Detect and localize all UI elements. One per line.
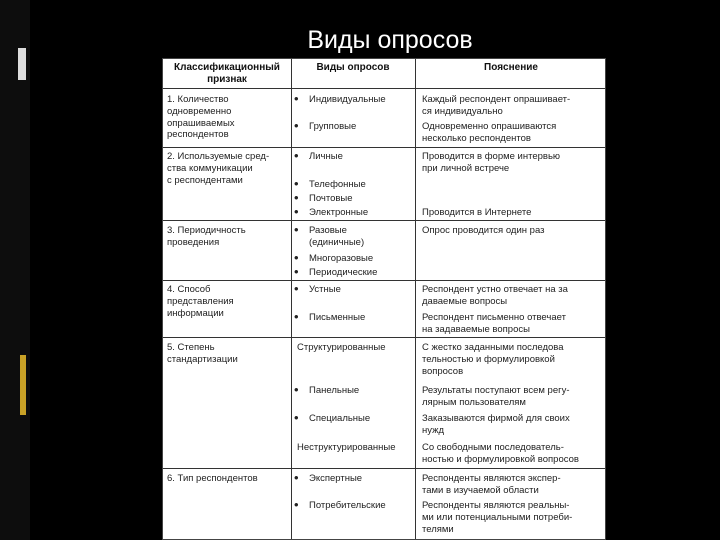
row-3-type-3: • Периодические — [293, 267, 377, 279]
row-divider — [163, 220, 605, 221]
row-4-note-1: Респондент устно отвечает на за даваемые вопросы — [422, 284, 568, 307]
header-criterion: Классификационный признак — [174, 62, 280, 85]
row-6-note-2: Респонденты являются реальны- ми или потенциальными потреби- телями — [422, 500, 573, 535]
row-3-note-1: Опрос проводится один раз — [422, 225, 545, 236]
column-divider — [291, 59, 292, 539]
row-2-criterion: 2. Используемые сред- ства коммуникации с респондентами — [167, 151, 270, 186]
row-6-type-1: • Экспертные — [293, 473, 362, 485]
row-divider — [163, 337, 605, 338]
row-6-note-1: Респонденты являются экспер- тами в изучаемой области — [422, 473, 561, 496]
row-divider — [163, 88, 605, 89]
row-3-type-1: • Разовые (единичные) — [293, 225, 364, 249]
row-1-note-1: Каждый респондент опрашивает- ся индивидуально — [422, 94, 571, 117]
row-1-note-2: Одновременно опрашиваются несколько респондентов — [422, 121, 557, 144]
row-3-type-2: • Многоразовые — [293, 253, 373, 265]
sidebar-accent-top — [18, 48, 26, 80]
row-4-criterion: 4. Способ представления информации — [167, 284, 234, 319]
row-1-type-2: • Групповые — [293, 121, 356, 133]
row-6-type-2: • Потребительские — [293, 500, 386, 512]
row-1-type-1: • Индивидуальные — [293, 94, 386, 106]
sidebar-accent-bottom — [20, 355, 26, 415]
row-2-type-4: • Электронные — [293, 207, 368, 219]
row-5-type-3: • Специальные — [293, 413, 370, 425]
row-2-type-3: • Почтовые — [293, 193, 353, 205]
row-5-note-2: Результаты поступают всем регу- лярным пользователям — [422, 385, 570, 408]
row-2-note-1: Проводится в форме интервью при личной встрече — [422, 151, 561, 174]
row-4-note-2: Респондент письменно отвечает на задаваемые вопросы — [422, 312, 566, 335]
row-5-note-1: С жестко заданными последова тельностью и формулировкой вопросов — [422, 342, 564, 377]
row-2-type-2: • Телефонные — [293, 179, 366, 191]
row-5-type-2: • Панельные — [293, 385, 359, 397]
row-4-type-2: • Письменные — [293, 312, 365, 324]
column-divider — [415, 59, 416, 539]
row-5-type-1: Структурированные — [297, 342, 386, 353]
survey-types-table — [162, 58, 606, 540]
row-5-note-3: Заказываются фирмой для своих нужд — [422, 413, 570, 436]
row-2-note-2: Проводится в Интернете — [422, 207, 532, 218]
header-survey-types: Виды опросов — [316, 62, 390, 73]
row-6-criterion: 6. Тип респондентов — [167, 473, 258, 484]
row-4-type-1: • Устные — [293, 284, 341, 296]
row-5-type-4: Неструктурированные — [297, 442, 396, 453]
row-divider — [163, 468, 605, 469]
slide-sidebar — [0, 0, 30, 540]
row-2-type-1: • Личные — [293, 151, 343, 163]
row-3-criterion: 3. Периодичность проведения — [167, 225, 246, 248]
row-5-note-4: Со свободными последователь- ностью и формулировкой вопросов — [422, 442, 579, 465]
row-5-criterion: 5. Степень стандартизации — [167, 342, 238, 365]
row-1-criterion: 1. Количество одновременно опрашиваемых респондентов — [167, 94, 235, 141]
row-divider — [163, 147, 605, 148]
row-divider — [163, 280, 605, 281]
header-explanation: Пояснение — [484, 62, 538, 73]
slide-title: Виды опросов — [307, 26, 473, 54]
